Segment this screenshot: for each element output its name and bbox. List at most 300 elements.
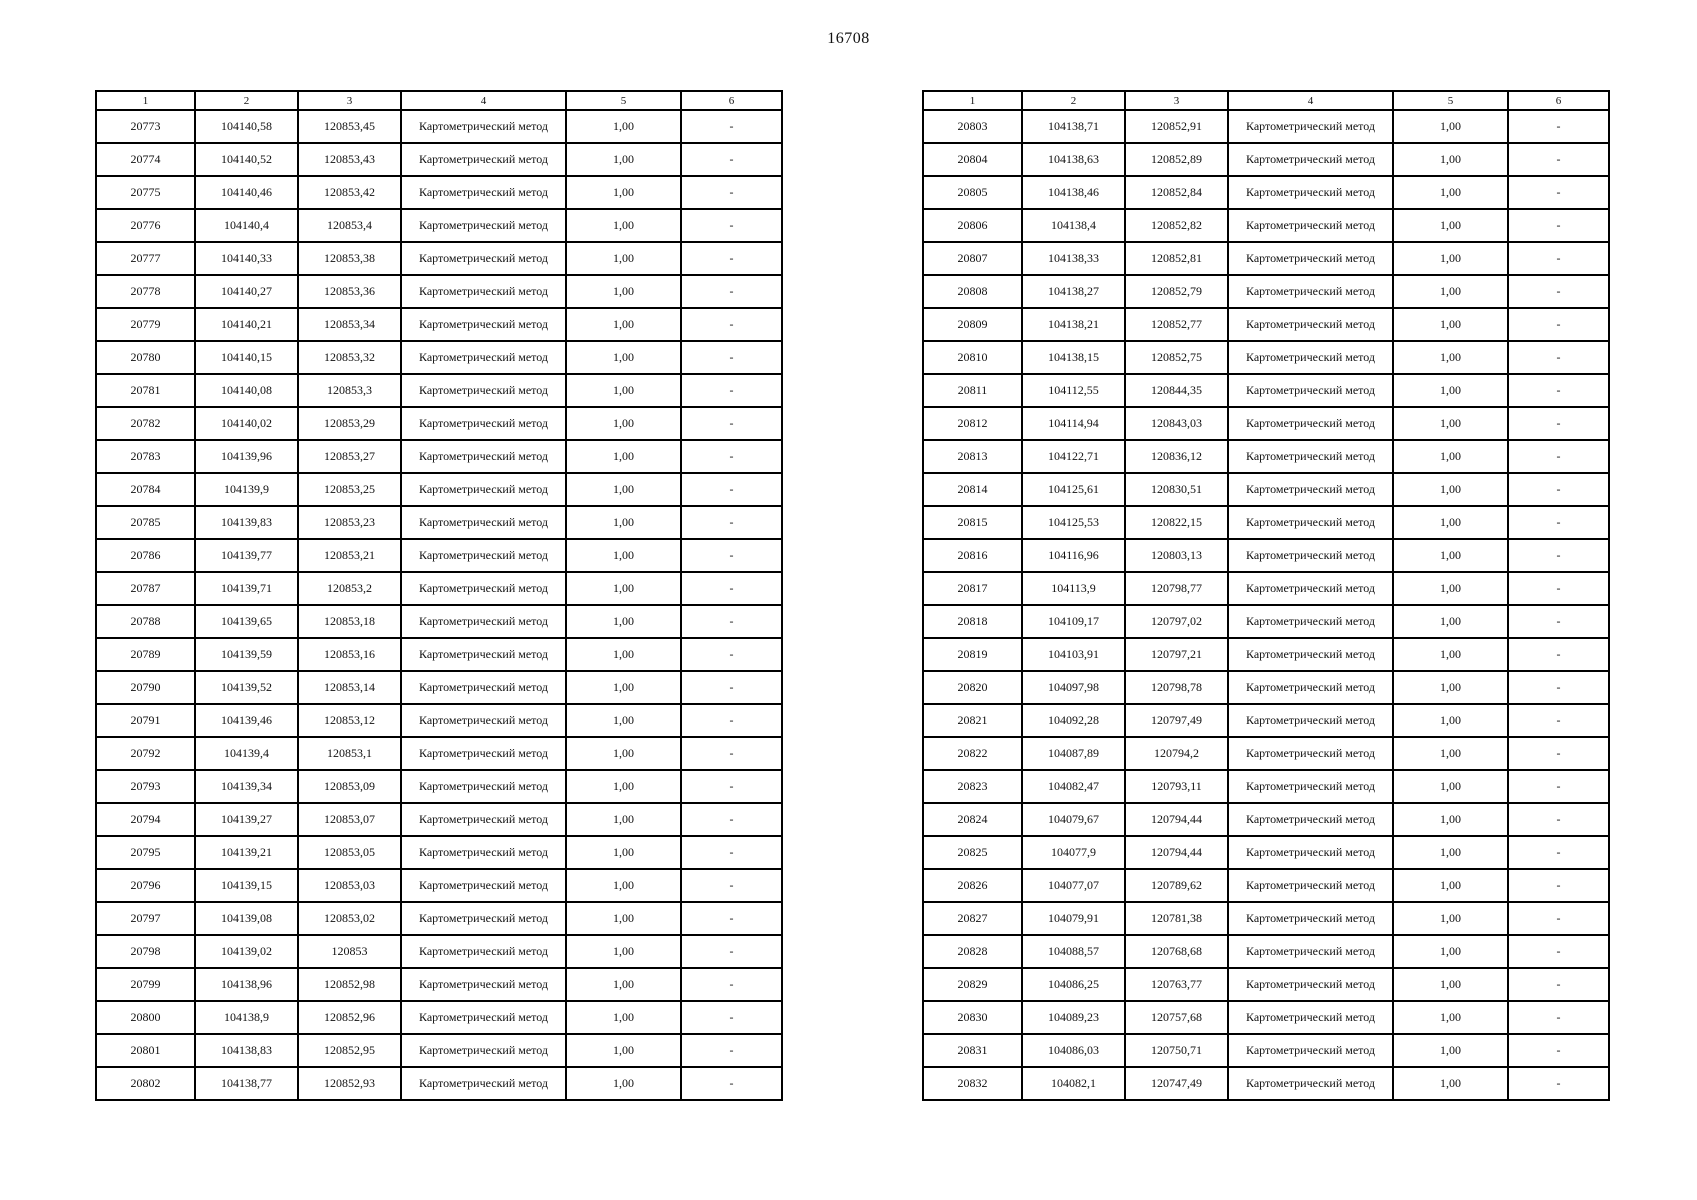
note-cell: - bbox=[681, 407, 782, 440]
table-row bbox=[96, 539, 782, 572]
x-coordinate-cell: 104138,96 bbox=[195, 968, 298, 1001]
note-cell: - bbox=[681, 341, 782, 374]
note-cell: - bbox=[681, 176, 782, 209]
note-cell: - bbox=[681, 209, 782, 242]
point-number-cell: 20775 bbox=[96, 176, 195, 209]
note-cell: - bbox=[1508, 572, 1609, 605]
method-cell: Картометрический метод bbox=[1228, 473, 1393, 506]
accuracy-cell: 1,00 bbox=[1393, 473, 1508, 506]
point-number-cell: 20827 bbox=[923, 902, 1022, 935]
method-cell: Картометрический метод bbox=[1228, 440, 1393, 473]
method-cell: Картометрический метод bbox=[401, 902, 566, 935]
note-cell: - bbox=[681, 1001, 782, 1034]
point-number-cell: 20829 bbox=[923, 968, 1022, 1001]
note-cell: - bbox=[681, 275, 782, 308]
x-coordinate-cell: 104140,58 bbox=[195, 110, 298, 143]
point-number-cell: 20802 bbox=[96, 1067, 195, 1100]
table-row bbox=[96, 671, 782, 704]
y-coordinate-cell: 120797,02 bbox=[1125, 605, 1228, 638]
x-coordinate-cell: 104087,89 bbox=[1022, 737, 1125, 770]
accuracy-cell: 1,00 bbox=[566, 341, 681, 374]
method-cell: Картометрический метод bbox=[1228, 341, 1393, 374]
point-number-cell: 20807 bbox=[923, 242, 1022, 275]
accuracy-cell: 1,00 bbox=[566, 374, 681, 407]
point-number-cell: 20779 bbox=[96, 308, 195, 341]
table-row bbox=[96, 176, 782, 209]
accuracy-cell: 1,00 bbox=[1393, 572, 1508, 605]
method-cell: Картометрический метод bbox=[401, 275, 566, 308]
y-coordinate-cell: 120794,44 bbox=[1125, 803, 1228, 836]
x-coordinate-cell: 104138,71 bbox=[1022, 110, 1125, 143]
table-row bbox=[923, 242, 1609, 275]
accuracy-cell: 1,00 bbox=[1393, 935, 1508, 968]
table-row bbox=[96, 935, 782, 968]
table-row bbox=[96, 242, 782, 275]
table-header-row bbox=[96, 91, 782, 110]
method-cell: Картометрический метод bbox=[1228, 935, 1393, 968]
point-number-cell: 20805 bbox=[923, 176, 1022, 209]
y-coordinate-cell: 120843,03 bbox=[1125, 407, 1228, 440]
method-cell: Картометрический метод bbox=[1228, 539, 1393, 572]
method-cell: Картометрический метод bbox=[1228, 374, 1393, 407]
method-cell: Картометрический метод bbox=[401, 836, 566, 869]
method-cell: Картометрический метод bbox=[401, 638, 566, 671]
y-coordinate-cell: 120853,21 bbox=[298, 539, 401, 572]
table-row bbox=[923, 440, 1609, 473]
method-cell: Картометрический метод bbox=[401, 407, 566, 440]
accuracy-cell: 1,00 bbox=[1393, 869, 1508, 902]
method-cell: Картометрический метод bbox=[1228, 506, 1393, 539]
note-cell: - bbox=[1508, 308, 1609, 341]
table-row bbox=[923, 407, 1609, 440]
x-coordinate-cell: 104139,71 bbox=[195, 572, 298, 605]
y-coordinate-cell: 120798,78 bbox=[1125, 671, 1228, 704]
table-row bbox=[923, 176, 1609, 209]
y-coordinate-cell: 120789,62 bbox=[1125, 869, 1228, 902]
accuracy-cell: 1,00 bbox=[1393, 242, 1508, 275]
note-cell: - bbox=[1508, 440, 1609, 473]
method-cell: Картометрический метод bbox=[401, 1034, 566, 1067]
method-cell: Картометрический метод bbox=[401, 1067, 566, 1100]
note-cell: - bbox=[1508, 242, 1609, 275]
accuracy-cell: 1,00 bbox=[1393, 143, 1508, 176]
method-cell: Картометрический метод bbox=[1228, 671, 1393, 704]
point-number-cell: 20809 bbox=[923, 308, 1022, 341]
note-cell: - bbox=[681, 506, 782, 539]
note-cell: - bbox=[681, 836, 782, 869]
accuracy-cell: 1,00 bbox=[1393, 275, 1508, 308]
note-cell: - bbox=[1508, 737, 1609, 770]
method-cell: Картометрический метод bbox=[401, 308, 566, 341]
point-number-cell: 20778 bbox=[96, 275, 195, 308]
x-coordinate-cell: 104112,55 bbox=[1022, 374, 1125, 407]
note-cell: - bbox=[1508, 341, 1609, 374]
note-cell: - bbox=[1508, 374, 1609, 407]
y-coordinate-cell: 120844,35 bbox=[1125, 374, 1228, 407]
x-coordinate-cell: 104139,27 bbox=[195, 803, 298, 836]
x-coordinate-cell: 104140,27 bbox=[195, 275, 298, 308]
column-header: 2 bbox=[195, 91, 298, 110]
accuracy-cell: 1,00 bbox=[566, 935, 681, 968]
note-cell: - bbox=[681, 572, 782, 605]
accuracy-cell: 1,00 bbox=[566, 638, 681, 671]
x-coordinate-cell: 104138,27 bbox=[1022, 275, 1125, 308]
y-coordinate-cell: 120852,82 bbox=[1125, 209, 1228, 242]
point-number-cell: 20789 bbox=[96, 638, 195, 671]
accuracy-cell: 1,00 bbox=[566, 440, 681, 473]
accuracy-cell: 1,00 bbox=[566, 902, 681, 935]
x-coordinate-cell: 104088,57 bbox=[1022, 935, 1125, 968]
table-row bbox=[96, 968, 782, 1001]
point-number-cell: 20788 bbox=[96, 605, 195, 638]
x-coordinate-cell: 104138,63 bbox=[1022, 143, 1125, 176]
method-cell: Картометрический метод bbox=[401, 110, 566, 143]
method-cell: Картометрический метод bbox=[401, 242, 566, 275]
table-row bbox=[96, 605, 782, 638]
page-number: 16708 bbox=[827, 30, 870, 47]
x-coordinate-cell: 104139,96 bbox=[195, 440, 298, 473]
point-number-cell: 20777 bbox=[96, 242, 195, 275]
point-number-cell: 20817 bbox=[923, 572, 1022, 605]
y-coordinate-cell: 120797,49 bbox=[1125, 704, 1228, 737]
note-cell: - bbox=[681, 1034, 782, 1067]
y-coordinate-cell: 120853,36 bbox=[298, 275, 401, 308]
x-coordinate-cell: 104125,53 bbox=[1022, 506, 1125, 539]
method-cell: Картометрический метод bbox=[1228, 275, 1393, 308]
y-coordinate-cell: 120750,71 bbox=[1125, 1034, 1228, 1067]
table-row bbox=[96, 473, 782, 506]
y-coordinate-cell: 120853,07 bbox=[298, 803, 401, 836]
y-coordinate-cell: 120853,43 bbox=[298, 143, 401, 176]
point-number-cell: 20774 bbox=[96, 143, 195, 176]
point-number-cell: 20812 bbox=[923, 407, 1022, 440]
note-cell: - bbox=[681, 374, 782, 407]
y-coordinate-cell: 120794,2 bbox=[1125, 737, 1228, 770]
point-number-cell: 20804 bbox=[923, 143, 1022, 176]
point-number-cell: 20782 bbox=[96, 407, 195, 440]
accuracy-cell: 1,00 bbox=[566, 1034, 681, 1067]
y-coordinate-cell: 120836,12 bbox=[1125, 440, 1228, 473]
y-coordinate-cell: 120852,75 bbox=[1125, 341, 1228, 374]
note-cell: - bbox=[1508, 968, 1609, 1001]
method-cell: Картометрический метод bbox=[1228, 143, 1393, 176]
table-row bbox=[923, 836, 1609, 869]
note-cell: - bbox=[681, 902, 782, 935]
y-coordinate-cell: 120853,38 bbox=[298, 242, 401, 275]
table-row bbox=[96, 209, 782, 242]
table-row bbox=[923, 1034, 1609, 1067]
point-number-cell: 20773 bbox=[96, 110, 195, 143]
note-cell: - bbox=[1508, 539, 1609, 572]
table-row bbox=[923, 902, 1609, 935]
method-cell: Картометрический метод bbox=[401, 440, 566, 473]
x-coordinate-cell: 104086,03 bbox=[1022, 1034, 1125, 1067]
note-cell: - bbox=[1508, 506, 1609, 539]
point-number-cell: 20815 bbox=[923, 506, 1022, 539]
method-cell: Картометрический метод bbox=[401, 341, 566, 374]
note-cell: - bbox=[681, 143, 782, 176]
x-coordinate-cell: 104140,46 bbox=[195, 176, 298, 209]
accuracy-cell: 1,00 bbox=[1393, 209, 1508, 242]
point-number-cell: 20781 bbox=[96, 374, 195, 407]
column-header: 1 bbox=[923, 91, 1022, 110]
accuracy-cell: 1,00 bbox=[566, 1001, 681, 1034]
accuracy-cell: 1,00 bbox=[1393, 1034, 1508, 1067]
y-coordinate-cell: 120853,12 bbox=[298, 704, 401, 737]
x-coordinate-cell: 104116,96 bbox=[1022, 539, 1125, 572]
method-cell: Картометрический метод bbox=[1228, 737, 1393, 770]
x-coordinate-cell: 104139,77 bbox=[195, 539, 298, 572]
method-cell: Картометрический метод bbox=[1228, 176, 1393, 209]
y-coordinate-cell: 120822,15 bbox=[1125, 506, 1228, 539]
accuracy-cell: 1,00 bbox=[1393, 968, 1508, 1001]
note-cell: - bbox=[681, 308, 782, 341]
note-cell: - bbox=[1508, 407, 1609, 440]
table-row bbox=[923, 605, 1609, 638]
method-cell: Картометрический метод bbox=[401, 935, 566, 968]
method-cell: Картометрический метод bbox=[1228, 770, 1393, 803]
y-coordinate-cell: 120853,42 bbox=[298, 176, 401, 209]
accuracy-cell: 1,00 bbox=[1393, 110, 1508, 143]
x-coordinate-cell: 104079,67 bbox=[1022, 803, 1125, 836]
x-coordinate-cell: 104077,07 bbox=[1022, 869, 1125, 902]
method-cell: Картометрический метод bbox=[1228, 209, 1393, 242]
x-coordinate-cell: 104139,34 bbox=[195, 770, 298, 803]
note-cell: - bbox=[1508, 869, 1609, 902]
y-coordinate-cell: 120763,77 bbox=[1125, 968, 1228, 1001]
x-coordinate-cell: 104109,17 bbox=[1022, 605, 1125, 638]
table-row bbox=[96, 440, 782, 473]
note-cell: - bbox=[1508, 1001, 1609, 1034]
x-coordinate-cell: 104139,52 bbox=[195, 671, 298, 704]
point-number-cell: 20797 bbox=[96, 902, 195, 935]
x-coordinate-cell: 104139,9 bbox=[195, 473, 298, 506]
method-cell: Картометрический метод bbox=[1228, 1067, 1393, 1100]
point-number-cell: 20784 bbox=[96, 473, 195, 506]
accuracy-cell: 1,00 bbox=[1393, 605, 1508, 638]
table-row bbox=[96, 869, 782, 902]
point-number-cell: 20803 bbox=[923, 110, 1022, 143]
table-row bbox=[923, 770, 1609, 803]
method-cell: Картометрический метод bbox=[1228, 110, 1393, 143]
x-coordinate-cell: 104103,91 bbox=[1022, 638, 1125, 671]
y-coordinate-cell: 120830,51 bbox=[1125, 473, 1228, 506]
x-coordinate-cell: 104077,9 bbox=[1022, 836, 1125, 869]
point-number-cell: 20793 bbox=[96, 770, 195, 803]
method-cell: Картометрический метод bbox=[1228, 869, 1393, 902]
accuracy-cell: 1,00 bbox=[566, 803, 681, 836]
y-coordinate-cell: 120852,98 bbox=[298, 968, 401, 1001]
y-coordinate-cell: 120853,29 bbox=[298, 407, 401, 440]
y-coordinate-cell: 120794,44 bbox=[1125, 836, 1228, 869]
accuracy-cell: 1,00 bbox=[1393, 440, 1508, 473]
y-coordinate-cell: 120853,05 bbox=[298, 836, 401, 869]
method-cell: Картометрический метод bbox=[401, 869, 566, 902]
accuracy-cell: 1,00 bbox=[1393, 506, 1508, 539]
point-number-cell: 20820 bbox=[923, 671, 1022, 704]
x-coordinate-cell: 104138,21 bbox=[1022, 308, 1125, 341]
accuracy-cell: 1,00 bbox=[1393, 308, 1508, 341]
table-row bbox=[96, 836, 782, 869]
y-coordinate-cell: 120852,84 bbox=[1125, 176, 1228, 209]
point-number-cell: 20786 bbox=[96, 539, 195, 572]
note-cell: - bbox=[681, 110, 782, 143]
note-cell: - bbox=[681, 440, 782, 473]
table-row bbox=[96, 1001, 782, 1034]
note-cell: - bbox=[681, 770, 782, 803]
y-coordinate-cell: 120852,95 bbox=[298, 1034, 401, 1067]
note-cell: - bbox=[681, 638, 782, 671]
table-row bbox=[96, 770, 782, 803]
y-coordinate-cell: 120853,34 bbox=[298, 308, 401, 341]
x-coordinate-cell: 104139,65 bbox=[195, 605, 298, 638]
accuracy-cell: 1,00 bbox=[1393, 836, 1508, 869]
accuracy-cell: 1,00 bbox=[566, 407, 681, 440]
note-cell: - bbox=[681, 935, 782, 968]
accuracy-cell: 1,00 bbox=[1393, 341, 1508, 374]
y-coordinate-cell: 120853,18 bbox=[298, 605, 401, 638]
y-coordinate-cell: 120853,27 bbox=[298, 440, 401, 473]
x-coordinate-cell: 104139,21 bbox=[195, 836, 298, 869]
table-row bbox=[96, 341, 782, 374]
table-row bbox=[96, 308, 782, 341]
point-number-cell: 20811 bbox=[923, 374, 1022, 407]
method-cell: Картометрический метод bbox=[1228, 407, 1393, 440]
point-number-cell: 20787 bbox=[96, 572, 195, 605]
table-row bbox=[923, 143, 1609, 176]
y-coordinate-cell: 120781,38 bbox=[1125, 902, 1228, 935]
table-row bbox=[923, 1001, 1609, 1034]
x-coordinate-cell: 104139,59 bbox=[195, 638, 298, 671]
table-row bbox=[96, 110, 782, 143]
point-number-cell: 20800 bbox=[96, 1001, 195, 1034]
accuracy-cell: 1,00 bbox=[566, 704, 681, 737]
note-cell: - bbox=[1508, 209, 1609, 242]
accuracy-cell: 1,00 bbox=[1393, 539, 1508, 572]
accuracy-cell: 1,00 bbox=[566, 308, 681, 341]
note-cell: - bbox=[1508, 671, 1609, 704]
note-cell: - bbox=[1508, 143, 1609, 176]
table-row bbox=[923, 1067, 1609, 1100]
method-cell: Картометрический метод bbox=[1228, 803, 1393, 836]
coordinates-table-left bbox=[95, 90, 783, 1101]
y-coordinate-cell: 120853,09 bbox=[298, 770, 401, 803]
x-coordinate-cell: 104140,52 bbox=[195, 143, 298, 176]
note-cell: - bbox=[681, 737, 782, 770]
point-number-cell: 20810 bbox=[923, 341, 1022, 374]
note-cell: - bbox=[681, 242, 782, 275]
x-coordinate-cell: 104086,25 bbox=[1022, 968, 1125, 1001]
y-coordinate-cell: 120853 bbox=[298, 935, 401, 968]
y-coordinate-cell: 120852,79 bbox=[1125, 275, 1228, 308]
method-cell: Картометрический метод bbox=[401, 737, 566, 770]
method-cell: Картометрический метод bbox=[401, 770, 566, 803]
accuracy-cell: 1,00 bbox=[1393, 407, 1508, 440]
note-cell: - bbox=[1508, 836, 1609, 869]
point-number-cell: 20795 bbox=[96, 836, 195, 869]
x-coordinate-cell: 104114,94 bbox=[1022, 407, 1125, 440]
table-row bbox=[923, 572, 1609, 605]
y-coordinate-cell: 120852,81 bbox=[1125, 242, 1228, 275]
accuracy-cell: 1,00 bbox=[566, 176, 681, 209]
accuracy-cell: 1,00 bbox=[566, 110, 681, 143]
point-number-cell: 20816 bbox=[923, 539, 1022, 572]
method-cell: Картометрический метод bbox=[1228, 902, 1393, 935]
table-row bbox=[96, 1067, 782, 1100]
point-number-cell: 20831 bbox=[923, 1034, 1022, 1067]
note-cell: - bbox=[681, 968, 782, 1001]
accuracy-cell: 1,00 bbox=[1393, 374, 1508, 407]
method-cell: Картометрический метод bbox=[401, 704, 566, 737]
table-row bbox=[923, 473, 1609, 506]
table-row bbox=[923, 374, 1609, 407]
method-cell: Картометрический метод bbox=[401, 1001, 566, 1034]
note-cell: - bbox=[1508, 176, 1609, 209]
accuracy-cell: 1,00 bbox=[566, 143, 681, 176]
point-number-cell: 20792 bbox=[96, 737, 195, 770]
note-cell: - bbox=[681, 1067, 782, 1100]
table-row bbox=[923, 935, 1609, 968]
accuracy-cell: 1,00 bbox=[566, 605, 681, 638]
table-row bbox=[923, 737, 1609, 770]
accuracy-cell: 1,00 bbox=[1393, 803, 1508, 836]
y-coordinate-cell: 120798,77 bbox=[1125, 572, 1228, 605]
note-cell: - bbox=[681, 539, 782, 572]
table-row bbox=[923, 671, 1609, 704]
accuracy-cell: 1,00 bbox=[1393, 1001, 1508, 1034]
note-cell: - bbox=[1508, 1067, 1609, 1100]
x-coordinate-cell: 104138,46 bbox=[1022, 176, 1125, 209]
point-number-cell: 20818 bbox=[923, 605, 1022, 638]
method-cell: Картометрический метод bbox=[1228, 638, 1393, 671]
accuracy-cell: 1,00 bbox=[566, 275, 681, 308]
point-number-cell: 20824 bbox=[923, 803, 1022, 836]
accuracy-cell: 1,00 bbox=[566, 242, 681, 275]
method-cell: Картометрический метод bbox=[1228, 308, 1393, 341]
accuracy-cell: 1,00 bbox=[566, 209, 681, 242]
x-coordinate-cell: 104097,98 bbox=[1022, 671, 1125, 704]
accuracy-cell: 1,00 bbox=[1393, 1067, 1508, 1100]
accuracy-cell: 1,00 bbox=[566, 539, 681, 572]
table-row bbox=[96, 374, 782, 407]
method-cell: Картометрический метод bbox=[1228, 1034, 1393, 1067]
table-row bbox=[96, 506, 782, 539]
column-header: 6 bbox=[1508, 91, 1609, 110]
y-coordinate-cell: 120852,91 bbox=[1125, 110, 1228, 143]
method-cell: Картометрический метод bbox=[401, 143, 566, 176]
method-cell: Картометрический метод bbox=[401, 671, 566, 704]
method-cell: Картометрический метод bbox=[1228, 605, 1393, 638]
column-header: 1 bbox=[96, 91, 195, 110]
table-row bbox=[923, 638, 1609, 671]
method-cell: Картометрический метод bbox=[401, 803, 566, 836]
method-cell: Картометрический метод bbox=[401, 539, 566, 572]
point-number-cell: 20830 bbox=[923, 1001, 1022, 1034]
y-coordinate-cell: 120853,02 bbox=[298, 902, 401, 935]
table-row bbox=[96, 275, 782, 308]
point-number-cell: 20823 bbox=[923, 770, 1022, 803]
x-coordinate-cell: 104079,91 bbox=[1022, 902, 1125, 935]
point-number-cell: 20801 bbox=[96, 1034, 195, 1067]
accuracy-cell: 1,00 bbox=[1393, 902, 1508, 935]
note-cell: - bbox=[681, 473, 782, 506]
table-row bbox=[96, 902, 782, 935]
x-coordinate-cell: 104092,28 bbox=[1022, 704, 1125, 737]
method-cell: Картометрический метод bbox=[1228, 572, 1393, 605]
column-header: 3 bbox=[1125, 91, 1228, 110]
note-cell: - bbox=[1508, 110, 1609, 143]
accuracy-cell: 1,00 bbox=[566, 473, 681, 506]
